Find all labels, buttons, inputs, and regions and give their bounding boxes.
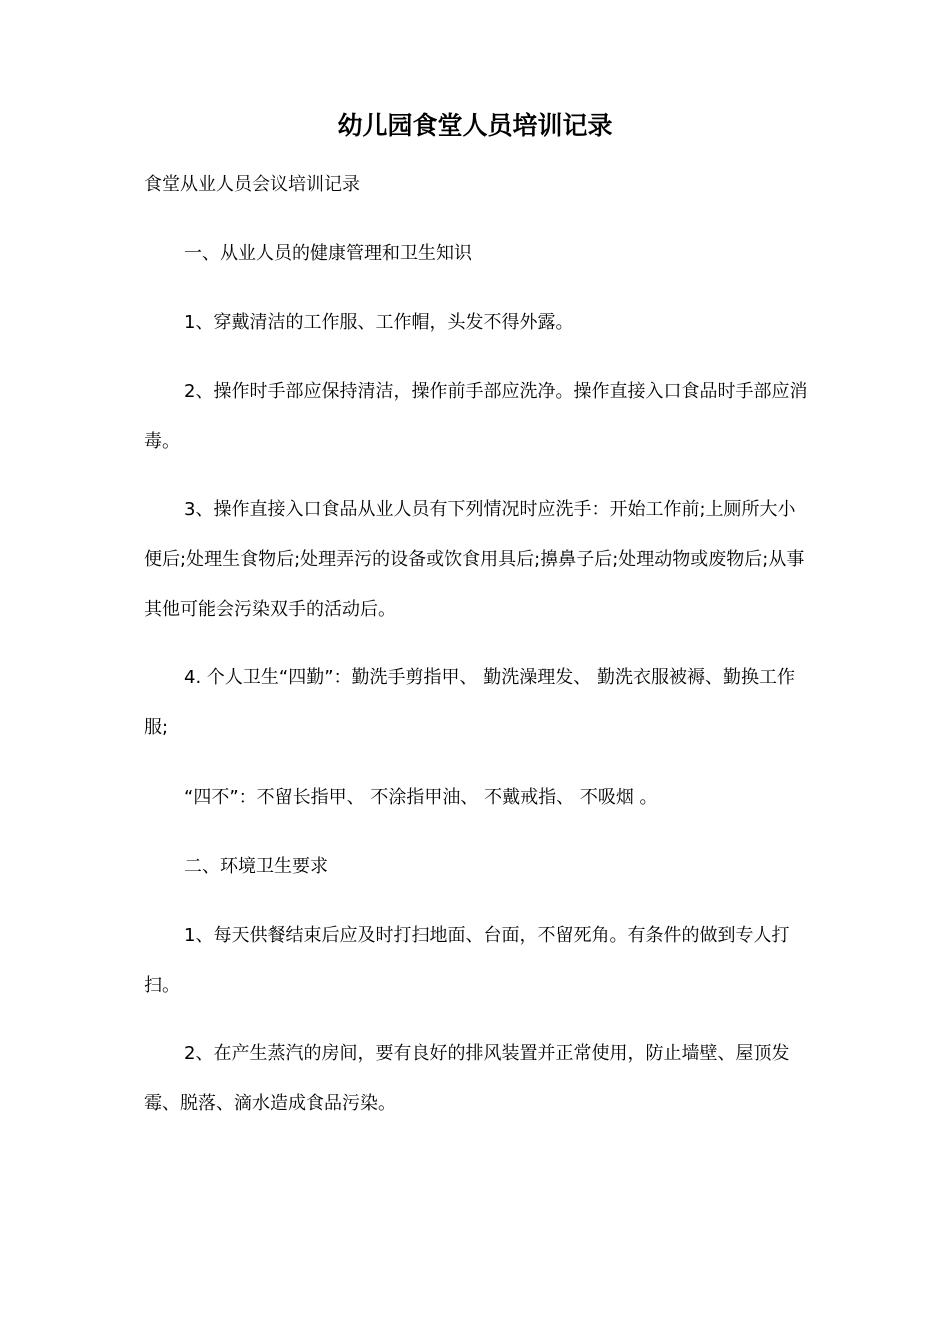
section-heading-health: 一、从业人员的健康管理和卫生知识	[184, 243, 472, 264]
document-subtitle: 食堂从业人员会议培训记录	[144, 174, 360, 195]
paragraph-item-4: 4. 个人卫生“四勤”：勤洗手剪指甲、 勤洗澡理发、 勤洗衣服被褥、勤换工作服;	[144, 667, 795, 738]
document-title: 幼儿园食堂人员培训记录	[337, 111, 613, 140]
paragraph-item-1: 1、穿戴清洁的工作服、工作帽，头发不得外露。	[184, 312, 574, 333]
paragraph-env-item-2: 2、在产生蒸汽的房间，要有良好的排风装置并正常使用，防止墙壁、屋顶发霉、脱落、滴水造成食品污染。	[144, 1043, 790, 1114]
paragraph-item-3: 3、操作直接入口食品从业人员有下列情况时应洗手：开始工作前;上厕所大小便后;处理生食物后;处理弄污的设备或饮食用具后;擤鼻子后;处理动物或废物后;从事其他可能会污染双手的活动后。	[144, 499, 805, 620]
paragraph-four-nots: “四不”：不留长指甲、 不涂指甲油、 不戴戒指、 不吸烟 。	[184, 787, 658, 808]
section-heading-environment: 二、环境卫生要求	[184, 856, 328, 877]
paragraph-item-2: 2、操作时手部应保持清洁，操作前手部应洗净。操作直接入口食品时手部应消毒。	[144, 381, 808, 452]
paragraph-env-item-1: 1、每天供餐结束后应及时打扫地面、台面，不留死角。有条件的做到专人打扫。	[144, 925, 790, 996]
